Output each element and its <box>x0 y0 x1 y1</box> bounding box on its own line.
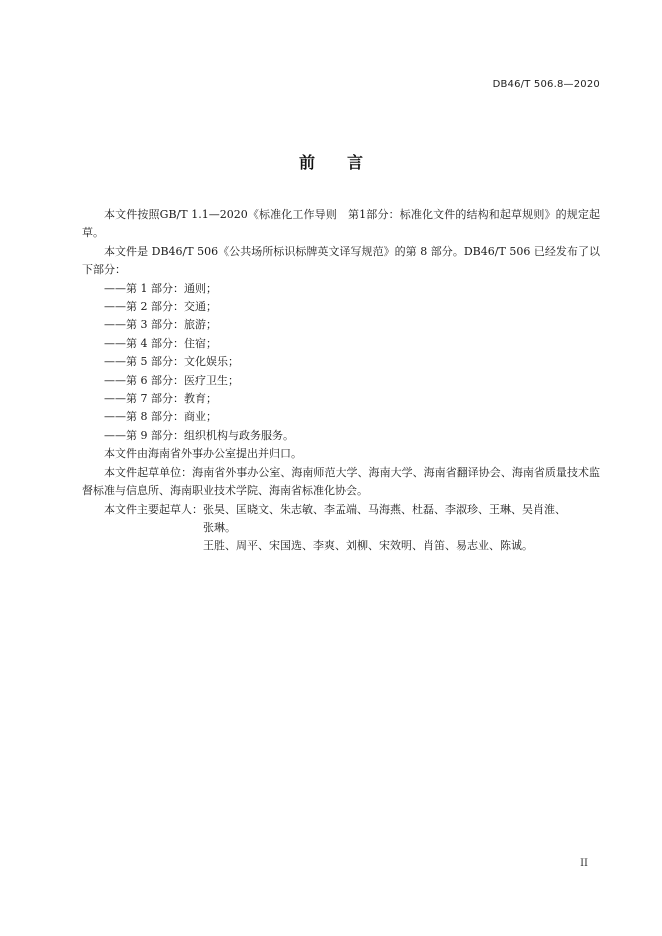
document-code: DB46/T 506.8—2020 <box>492 79 600 90</box>
page-number: II <box>580 858 588 869</box>
part-item: ——第 9 部分：组织机构与政务服务。 <box>104 428 294 442</box>
paragraph-series-intro: 本文件是 DB46/T 506《公共场所标识标牌英文译写规范》的第 8 部分。DB46/T 506 已经发布了以下部分： <box>82 244 600 277</box>
foreword-body <box>82 206 600 556</box>
part-item: ——第 5 部分：文化娱乐； <box>104 355 239 369</box>
drafters-line: 张琳。 <box>203 520 236 534</box>
part-item: ——第 6 部分：医疗卫生； <box>104 373 239 387</box>
drafters-line: 王胜、周平、宋国选、李爽、刘柳、宋效明、肖笛、易志业、陈诚。 <box>203 539 533 553</box>
part-item: ——第 8 部分：商业； <box>104 410 217 424</box>
parts-list <box>82 280 600 446</box>
drafters-names <box>203 501 600 556</box>
paragraph-drafting-units: 本文件起草单位：海南省外事办公室、海南师范大学、海南大学、海南省翻译协会、海南省质量技术监督标准与信息所、海南职业技术学院、海南省标准化协会。 <box>82 465 600 498</box>
drafters-line: 张昊、匡晓文、朱志敏、李孟端、马海燕、杜磊、李淑珍、王琳、吴肖淮、 <box>203 502 566 516</box>
paragraph-drafting-rules: 本文件按照GB/T 1.1—2020《标准化工作导则 第1部分：标准化文件的结构和起草规则》的规定起草。 <box>82 208 600 240</box>
drafters-label: 本文件主要起草人： <box>104 502 203 516</box>
part-item: ——第 1 部分：通则； <box>104 281 217 295</box>
drafters-block <box>82 501 600 556</box>
part-item: ——第 3 部分：旅游； <box>104 318 217 332</box>
part-item: ——第 4 部分：住宿； <box>104 336 217 350</box>
page-title: 前言 <box>298 153 395 172</box>
part-item: ——第 2 部分：交通； <box>104 300 217 314</box>
paragraph-proposer: 本文件由海南省外事办公室提出并归口。 <box>104 447 302 461</box>
part-item: ——第 7 部分：教育； <box>104 392 217 406</box>
